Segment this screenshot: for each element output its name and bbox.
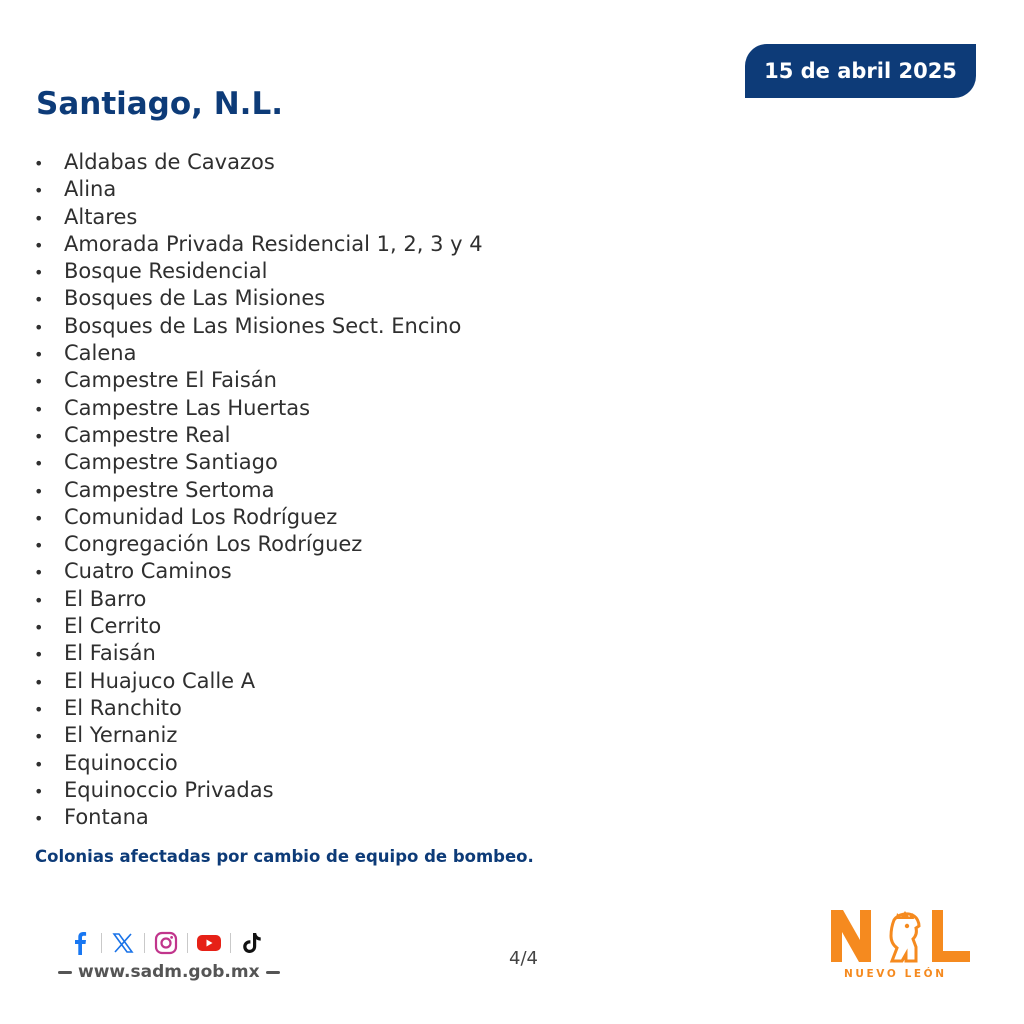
divider	[230, 933, 231, 953]
list-item: • Fontana	[34, 805, 149, 830]
list-item: • El Ranchito	[34, 695, 182, 720]
website-text: www.sadm.gob.mx	[78, 962, 260, 982]
logo-caption: NUEVO LEÓN	[844, 968, 947, 980]
list-item: • Comunidad Los Rodríguez	[34, 504, 338, 529]
list-item: • El Barro	[34, 586, 147, 611]
youtube-icon[interactable]	[195, 929, 223, 957]
x-icon[interactable]	[109, 929, 137, 957]
website-link[interactable]	[52, 962, 286, 982]
instagram-icon[interactable]	[152, 929, 180, 957]
list-item: • Campestre El Faisán	[34, 368, 277, 393]
colonias-list	[32, 149, 483, 831]
page-number: 4/4	[509, 948, 538, 969]
list-item: • Amorada Privada Residencial 1, 2, 3 y 4	[34, 231, 483, 256]
list-item: • Aldabas de Cavazos	[34, 150, 275, 174]
list-item: • Bosque Residencial	[34, 259, 268, 284]
list-item: • El Huajuco Calle A	[34, 668, 256, 693]
list-item: • Alina	[34, 177, 117, 202]
list-item: • Calena	[34, 341, 137, 366]
list-item: • Bosques de Las Misiones	[34, 286, 326, 311]
page-title: Santiago, N.L.	[36, 86, 283, 122]
list-item: • Altares	[34, 204, 138, 229]
divider	[101, 933, 102, 953]
date-badge	[745, 44, 976, 98]
list-item: • El Cerrito	[34, 614, 162, 639]
list-item: • Cuatro Caminos	[34, 559, 232, 584]
list-item: • Congregación Los Rodríguez	[34, 532, 363, 557]
divider	[144, 933, 145, 953]
date-text: 15 de abril 2025	[764, 59, 957, 83]
footnote: Colonias afectadas por cambio de equipo de bombeo.	[35, 847, 534, 866]
dash-left	[58, 971, 72, 974]
list-item: • Bosques de Las Misiones Sect. Encino	[34, 313, 462, 338]
list-item: • Equinoccio Privadas	[34, 777, 274, 802]
tiktok-icon[interactable]	[238, 929, 266, 957]
list-item: • Campestre Real	[34, 422, 231, 447]
social-links	[66, 929, 266, 957]
list-item: • El Yernaniz	[34, 723, 178, 748]
list-item: • Campestre Santiago	[34, 450, 278, 475]
dash-right	[266, 971, 280, 974]
divider	[187, 933, 188, 953]
list-item: • Campestre Las Huertas	[34, 395, 311, 420]
list-item: • Campestre Sertoma	[34, 477, 275, 502]
facebook-icon[interactable]	[66, 929, 94, 957]
list-item: • Equinoccio	[34, 750, 178, 775]
list-item: • El Faisán	[34, 641, 156, 666]
